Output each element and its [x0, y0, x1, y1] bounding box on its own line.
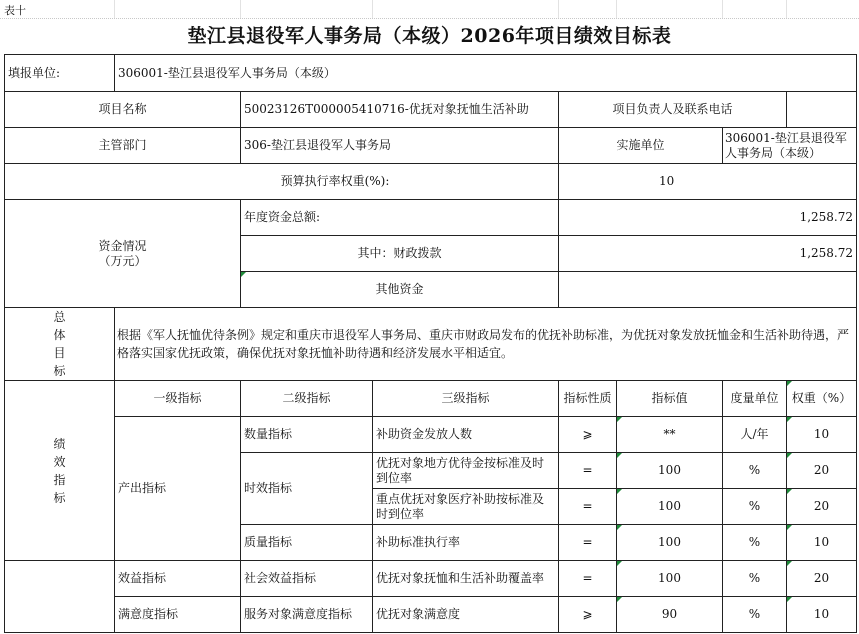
value-cell[interactable]: 100: [617, 525, 723, 561]
goal-label-char: 标: [53, 364, 66, 378]
filler-value[interactable]: 306001-垫江县退役军人事务局（本级）: [115, 55, 857, 92]
performance-target-table: [4, 54, 857, 633]
goal-text[interactable]: 根据《军人抚恤优待条例》规定和重庆市退役军人事务局、重庆市财政局发布的优抚补助标准，为优抚对象发放抚恤金和生活补助待遇，严格落实国家优抚政策，确保优抚对象抚恤补助待遇和经济发展水平相适宜。: [115, 308, 857, 381]
funds-fiscal-value[interactable]: 1,258.72: [559, 236, 857, 272]
header-level3: 三级指标: [373, 381, 559, 417]
header-weight: 权重（%）: [787, 381, 857, 417]
impl-value[interactable]: 306001-垫江县退役军人事务局（本级）: [723, 128, 857, 164]
table-row: [5, 597, 857, 633]
funds-total-label: 年度资金总额:: [241, 200, 559, 236]
sheet-grid-col: [240, 0, 241, 18]
level3-cell[interactable]: 优抚对象抚恤和生活补助覆盖率: [373, 561, 559, 597]
level3-cell[interactable]: 重点优抚对象医疗补助按标准及时到位率: [373, 489, 559, 525]
project-name-label: 项目名称: [5, 92, 241, 128]
goal-label-char: 总: [53, 310, 66, 324]
sheet-grid-col: [114, 0, 115, 18]
weight-cell[interactable]: 20: [787, 561, 857, 597]
unit-cell[interactable]: 人/年: [723, 417, 787, 453]
goal-label-char: 体: [53, 328, 66, 342]
sheet-grid-col: [786, 0, 787, 18]
indicators-label-char: 绩: [53, 436, 66, 451]
funds-total-value[interactable]: 1,258.72: [559, 200, 857, 236]
filler-label: 填报单位:: [5, 55, 115, 92]
header-level1: 一级指标: [115, 381, 241, 417]
sheet-grid-col: [616, 0, 617, 18]
level1-output: 产出指标: [115, 417, 241, 561]
value-cell[interactable]: 100: [617, 561, 723, 597]
indicators-label-char: 标: [53, 490, 66, 505]
unit-cell[interactable]: %: [723, 525, 787, 561]
page-title: 垫江县退役军人事务局（本级）2026年项目绩效目标表: [187, 25, 672, 47]
nature-cell[interactable]: =: [559, 561, 617, 597]
header-unit: 度量单位: [723, 381, 787, 417]
project-owner-label: 项目负责人及联系电话: [559, 92, 787, 128]
nature-cell[interactable]: =: [559, 489, 617, 525]
weight-cell[interactable]: 20: [787, 453, 857, 489]
table-row: [5, 561, 857, 597]
indicators-label-char: 效: [53, 454, 66, 469]
project-name-value[interactable]: 50023126T000005410716-优抚对象抚恤生活补助: [241, 92, 559, 128]
level3-cell[interactable]: 补助标准执行率: [373, 525, 559, 561]
level2-social: 社会效益指标: [241, 561, 373, 597]
funds-label-line1: 资金情况: [98, 238, 147, 253]
level3-cell[interactable]: 优抚对象地方优待金按标准及时到位率: [373, 453, 559, 489]
weight-cell[interactable]: 10: [787, 417, 857, 453]
header-value: 指标值: [617, 381, 723, 417]
level2-quality: 质量指标: [241, 525, 373, 561]
level2-service: 服务对象满意度指标: [241, 597, 373, 633]
level1-benefit: 效益指标: [115, 561, 241, 597]
unit-cell[interactable]: %: [723, 453, 787, 489]
nature-cell[interactable]: ⩾: [559, 597, 617, 633]
value-cell[interactable]: **: [617, 417, 723, 453]
nature-cell[interactable]: ⩾: [559, 417, 617, 453]
budget-weight-label: 预算执行率权重(%):: [5, 164, 559, 200]
indicators-label-continued: [5, 561, 115, 633]
sheet-grid-col: [558, 0, 559, 18]
impl-label: 实施单位: [559, 128, 723, 164]
sheet-tag: 表十: [4, 4, 26, 17]
sheet-gridline-top: [0, 0, 859, 19]
header-level2: 二级指标: [241, 381, 373, 417]
budget-weight-value[interactable]: 10: [559, 164, 857, 200]
funds-label: [5, 200, 241, 308]
project-owner-value[interactable]: [787, 92, 857, 128]
unit-cell[interactable]: %: [723, 489, 787, 525]
value-cell[interactable]: 100: [617, 489, 723, 525]
indicators-label-char: 指: [53, 472, 66, 487]
sheet-grid-col: [372, 0, 373, 18]
goal-label-char: 目: [53, 346, 66, 360]
goal-label: [5, 308, 115, 381]
dept-label: 主管部门: [5, 128, 241, 164]
table-row: [5, 417, 857, 453]
nature-cell[interactable]: =: [559, 525, 617, 561]
value-cell[interactable]: 100: [617, 453, 723, 489]
weight-cell[interactable]: 20: [787, 489, 857, 525]
nature-cell[interactable]: =: [559, 453, 617, 489]
level1-satisfaction: 满意度指标: [115, 597, 241, 633]
funds-other-label: 其他资金: [241, 272, 559, 308]
weight-cell[interactable]: 10: [787, 597, 857, 633]
funds-other-value[interactable]: [559, 272, 857, 308]
level3-cell[interactable]: 优抚对象满意度: [373, 597, 559, 633]
level2-time: 时效指标: [241, 453, 373, 525]
indicators-label: [5, 381, 115, 561]
sheet-grid-col: [722, 0, 723, 18]
unit-cell[interactable]: %: [723, 597, 787, 633]
level2-quantity: 数量指标: [241, 417, 373, 453]
unit-cell[interactable]: %: [723, 561, 787, 597]
level3-cell[interactable]: 补助资金发放人数: [373, 417, 559, 453]
weight-cell[interactable]: 10: [787, 525, 857, 561]
header-nature: 指标性质: [559, 381, 617, 417]
value-cell[interactable]: 90: [617, 597, 723, 633]
dept-value[interactable]: 306-垫江县退役军人事务局: [241, 128, 559, 164]
funds-fiscal-label: 其中：财政拨款: [241, 236, 559, 272]
funds-label-line2: （万元）: [98, 253, 147, 268]
